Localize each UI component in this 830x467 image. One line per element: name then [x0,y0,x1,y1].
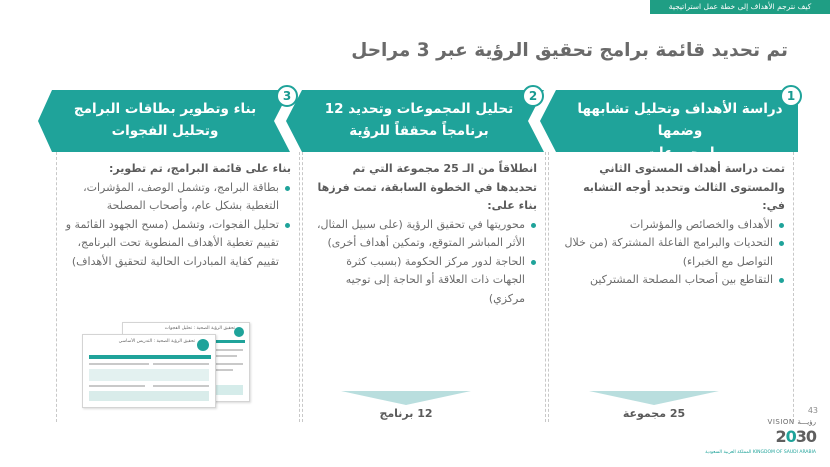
stage-1-line2: لمجموعات [645,145,715,161]
stage-2-line1: تحليل المجموعات وتحديد 12 [324,101,514,117]
slide-title: تم تحديد قائمة برامج تحقيق الرؤية عبر 3 مراحل [351,40,788,61]
page-number: 43 [807,406,818,415]
section-tag: كيف نترجم الأهداف إلى خطة عمل استراتيجية [650,0,830,14]
top-bar [0,0,830,18]
output-count-1: 25 مجموعة [622,407,686,420]
column-2 [302,152,546,422]
list-item: التحديات والبرامج الفاعلة المشتركة (من خلال التواصل مع الخبراء) [557,234,773,271]
list-item: تحليل الفجوات، وتشمل (مسح الجهود القائمة و تقييم تغطية الأهداف المنطوية تحت البرنامج، تقييم كفاية المبادرات الحالية لتحقيق الأهداف) [65,216,279,272]
column-3-lead: بناء على قائمة البرامج، تم تطوير: [109,162,291,175]
vision-2030-logo [705,418,816,462]
thumbnail-front-art [83,335,217,409]
stage-1-number: 1 [780,85,802,107]
logo-subtitle: المملكة العربية السعودية KINGDOM OF SAUDI ARABIA [705,450,816,455]
output-arrow-1 [589,391,719,405]
list-item: بطاقة البرامج، وتشمل الوصف، المؤشرات، التغطية بشكل عام، وأصحاب المصلحة [65,179,279,216]
document-thumbnails [82,322,252,410]
column-2-bullets [311,216,537,309]
thumbnail-back-title: تحقيق الرؤية الصحية : تحليل الفجوات [164,326,235,331]
stage-2-line2: برنامجاً محققاً للرؤية [349,123,489,139]
stage-3-line2: وتحليل الفجوات [111,123,219,139]
list-item: محوريتها في تحقيق الرؤية (على سبيل المثال، الأثر المباشر المتوقع، وتمكين أهداف أخرى) [311,216,525,253]
column-1-lead: تمت دراسة أهداف المستوى الثاني والمستوى الثالث وتحديد أوجه التشابه في: [583,162,785,212]
stage-2 [286,90,544,152]
column-1 [548,152,794,422]
column-1-bullets [557,216,785,290]
thumbnail-front-title: تحقيق الرؤية الصحية : التدريس الأساسي [118,339,195,344]
stages-row [38,89,798,161]
stage-3-line1: بناء وتطوير بطاقات البرامج [73,101,257,117]
stage-3 [38,90,290,152]
thumbnail-page-front [82,334,216,408]
stage-2-number: 2 [522,85,544,107]
stage-3-number: 3 [276,85,298,107]
stage-1 [540,89,798,161]
column-3-bullets [65,179,291,272]
list-item: الحاجة لدور مركز الحكومة (بسبب كثرة الجهات ذات العلاقة أو الحاجة إلى توجيه مركزي) [311,253,525,309]
logo-vision-text: VISION رؤيـــة [767,418,816,426]
stage-1-line1: دراسة الأهداف وتحليل تشابهها وضمها [577,101,783,139]
logo-year: 2030 [775,427,816,446]
list-item: الأهداف والخصائص والمؤشرات [557,216,773,235]
column-2-lead: انطلاقاً من الـ 25 مجموعة التي تم تحديدها في الخطوة السابقة، تمت فرزها بناء على: [317,162,537,212]
output-arrow-2 [341,391,471,405]
stage-2-text [310,98,528,142]
stage-3-text [56,98,274,142]
output-count-2: 12 برنامج [379,407,433,420]
list-item: التقاطع بين أصحاب المصلحة المشتركين [557,271,773,290]
